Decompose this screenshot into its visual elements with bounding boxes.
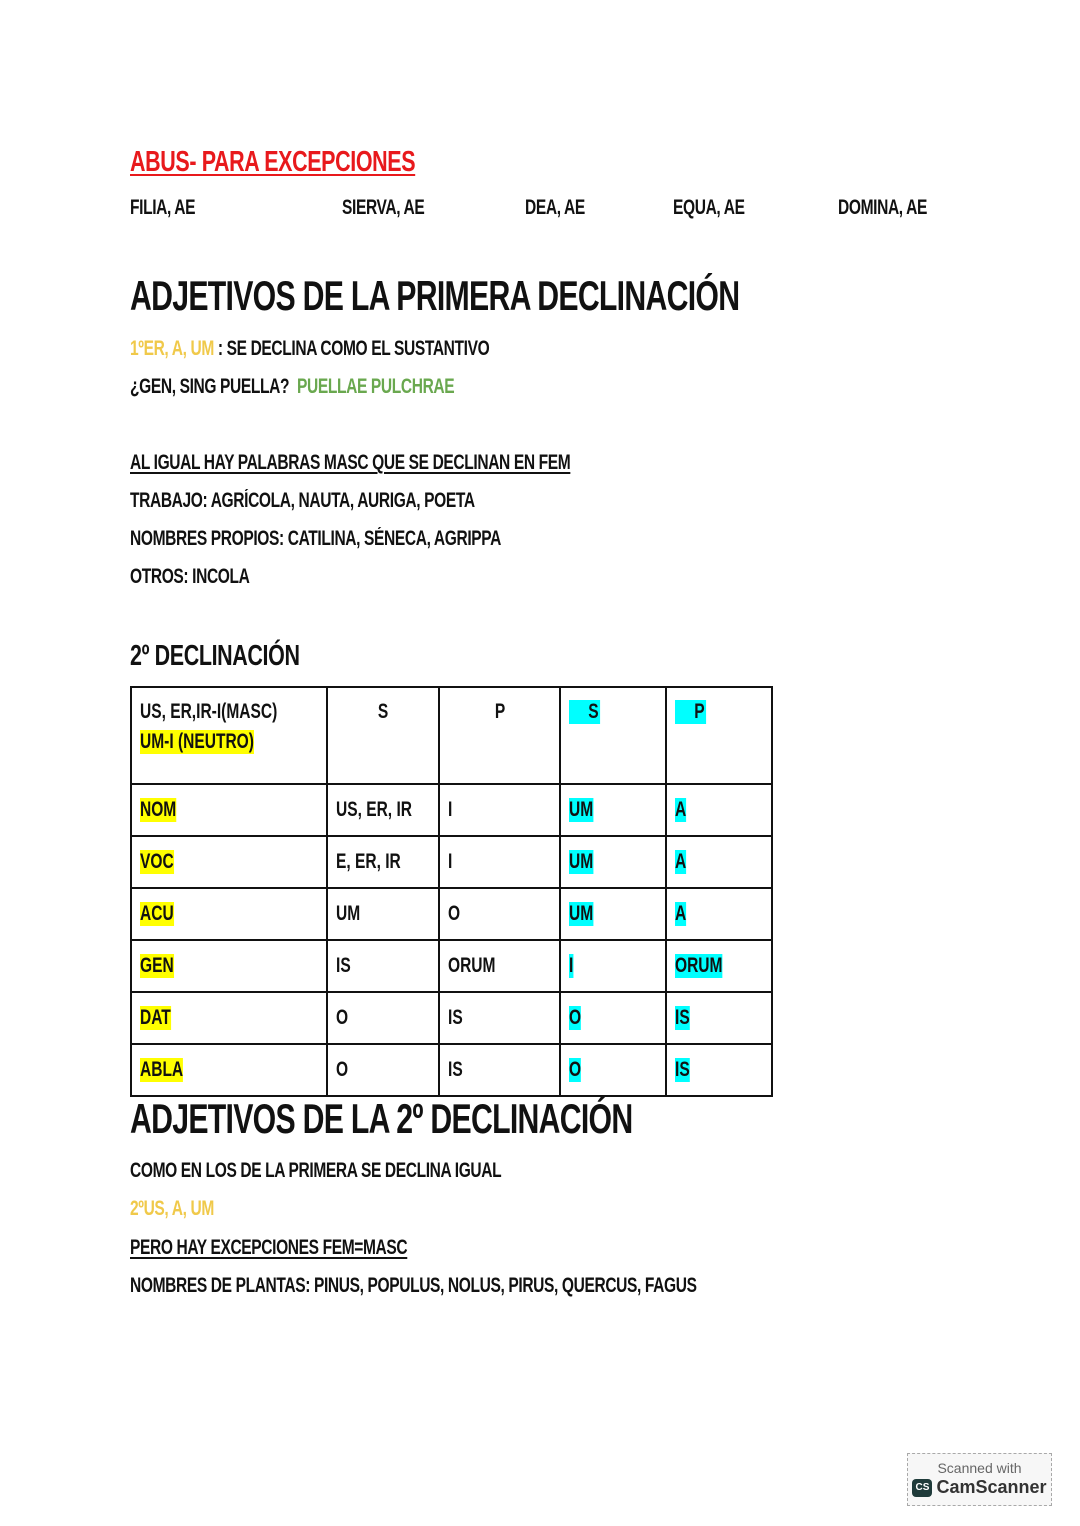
table-row-dat (131, 992, 772, 1044)
ending: O (335, 1058, 348, 1081)
data-cell (560, 784, 666, 836)
ending: O (569, 1006, 582, 1029)
adj2-line-1 (130, 1159, 632, 1183)
data-cell (327, 940, 440, 992)
abus-word-2 (342, 196, 453, 220)
abus-word: DOMINA, AE (838, 196, 927, 219)
abus-word-3 (525, 196, 606, 220)
data-cell (439, 992, 560, 1044)
ending: UM (569, 850, 594, 873)
data-cell (560, 836, 666, 888)
adj2-heading-wrap (130, 1095, 828, 1143)
adj1-rule-highlight: 1ºER, A, UM (130, 337, 214, 360)
data-cell (560, 992, 666, 1044)
ending: UM (569, 798, 594, 821)
data-cell (439, 940, 560, 992)
adj1-heading-wrap (130, 272, 976, 320)
abus-word: EQUA, AE (673, 196, 745, 219)
declension-table (130, 686, 773, 1097)
case-label: GEN (140, 954, 174, 977)
abus-word-4 (673, 196, 770, 220)
data-cell (327, 888, 440, 940)
abus-word: SIERVA, AE (342, 196, 425, 219)
ending: O (448, 902, 461, 925)
question-text: ¿GEN, SING PUELLA? (130, 375, 290, 398)
data-cell (666, 836, 772, 888)
ending: ORUM (448, 954, 496, 977)
abus-word-1 (130, 196, 218, 220)
ending: A (675, 902, 687, 925)
ending: I (448, 798, 453, 821)
data-cell (560, 1044, 666, 1096)
table-header-row (131, 687, 772, 784)
watermark-brand (908, 1477, 1051, 1498)
watermark-name: CamScanner (936, 1477, 1047, 1497)
decl2-heading-wrap (130, 640, 359, 673)
data-cell (666, 784, 772, 836)
data-cell (560, 940, 666, 992)
ending: IS (335, 954, 351, 977)
ending: UM (335, 902, 360, 925)
adj1-subheading: AL IGUAL HAY PALABRAS MASC QUE SE DECLINAN EN FEM (130, 451, 571, 474)
ending: O (569, 1058, 582, 1081)
text-line: COMO EN LOS DE LA PRIMERA SE DECLINA IGUAL (130, 1159, 502, 1182)
abus-title-wrap (130, 146, 515, 179)
ending: I (448, 850, 453, 873)
data-cell (439, 836, 560, 888)
header-col-p (439, 687, 560, 784)
decl2-heading: 2º DECLINACIÓN (130, 640, 300, 672)
case-label: ACU (140, 902, 174, 925)
ending: UM (569, 902, 594, 925)
adj1-rule-text: : SE DECLINA COMO EL SUSTANTIVO (217, 337, 490, 360)
adj2-line-2 (130, 1274, 896, 1298)
ending: O (335, 1006, 348, 1029)
adj1-subheading-wrap (130, 451, 725, 475)
abus-word-5 (838, 196, 958, 220)
data-cell (327, 992, 440, 1044)
table-row-abla (131, 1044, 772, 1096)
case-cell (131, 1044, 327, 1096)
data-cell (327, 784, 440, 836)
case-cell (131, 940, 327, 992)
ending: IS (448, 1058, 463, 1081)
adj1-line-1 (130, 489, 596, 513)
case-label: ABLA (140, 1058, 184, 1081)
data-cell (439, 1044, 560, 1096)
case-label: DAT (140, 1006, 171, 1029)
ending: ORUM (675, 954, 723, 977)
ending: A (675, 798, 687, 821)
table-row-gen (131, 940, 772, 992)
header-col-s (327, 687, 440, 784)
col-label: P (675, 700, 706, 724)
col-label: S (377, 700, 389, 723)
adj2-heading: ADJETIVOS DE LA 2º DECLINACIÓN (130, 1095, 633, 1142)
text-line: NOMBRES PROPIOS: CATILINA, SÉNECA, AGRIPPA (130, 527, 501, 550)
answer-text: PUELLAE PULCHRAE (297, 375, 455, 398)
ending: IS (675, 1006, 690, 1029)
case-cell (131, 992, 327, 1044)
case-cell (131, 888, 327, 940)
data-cell (666, 992, 772, 1044)
case-label: NOM (140, 798, 177, 821)
header-col-p-neutro (666, 687, 772, 784)
ending: IS (448, 1006, 463, 1029)
adj2-rule-highlight: 2ºUS, A, UM (130, 1197, 214, 1220)
data-cell (666, 888, 772, 940)
ending: US, ER, IR (335, 798, 412, 821)
case-cell (131, 836, 327, 888)
adj1-heading: ADJETIVOS DE LA PRIMERA DECLINACIÓN (130, 272, 740, 319)
adj1-rule (130, 337, 616, 361)
adj1-line-3 (130, 565, 292, 589)
data-cell (439, 784, 560, 836)
ending: E, ER, IR (335, 850, 401, 873)
ending: A (675, 850, 687, 873)
text-line: TRABAJO: AGRÍCOLA, NAUTA, AURIGA, POETA (130, 489, 475, 512)
col-label: S (569, 700, 600, 724)
data-cell (666, 940, 772, 992)
header-masc: US, ER,IR-I(MASC) (140, 700, 278, 723)
case-cell (131, 784, 327, 836)
header-label-cell (131, 687, 327, 784)
watermark-caption: Scanned with (937, 1460, 1022, 1476)
data-cell (327, 1044, 440, 1096)
adj1-question-line (130, 375, 454, 399)
header-neutro: UM-I (NEUTRO) (140, 730, 254, 753)
table-row-nom (131, 784, 772, 836)
data-cell (439, 888, 560, 940)
abus-word: FILIA, AE (130, 196, 196, 219)
table-row-voc (131, 836, 772, 888)
adj2-subheading: PERO HAY EXCEPCIONES FEM=MASC (130, 1236, 408, 1259)
header-col-s-neutro (560, 687, 666, 784)
data-cell (327, 836, 440, 888)
table-row-acu (131, 888, 772, 940)
abus-word: DEA, AE (525, 196, 585, 219)
adj1-question (130, 375, 568, 399)
data-cell (666, 1044, 772, 1096)
text-line: OTROS: INCOLA (130, 565, 250, 588)
adj2-rule (130, 1197, 243, 1221)
adj1-rule-line (130, 337, 489, 361)
adj1-line-2 (130, 527, 631, 551)
ending: IS (675, 1058, 690, 1081)
camscanner-logo-icon: CS (912, 1479, 932, 1497)
abus-title: ABUS- PARA EXCEPCIONES (130, 146, 416, 178)
case-label: VOC (140, 850, 174, 873)
camscanner-watermark (907, 1453, 1052, 1506)
text-line: NOMBRES DE PLANTAS: PINUS, POPULUS, NOLUS, PIRUS, QUERCUS, FAGUS (130, 1274, 697, 1297)
data-cell (560, 888, 666, 940)
col-label: P (494, 700, 505, 723)
ending: I (569, 954, 574, 977)
adj2-subheading-wrap (130, 1236, 505, 1260)
